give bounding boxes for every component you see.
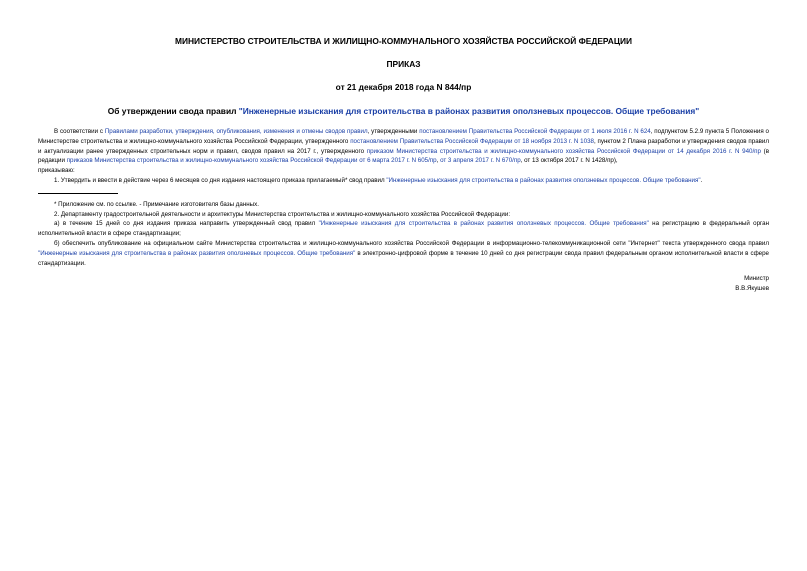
document-page [38,36,769,294]
preamble-text-3: , подпунктом 5.2.9 пункта 5 Положения о Министерстве строительства и жилищно-коммунального хозяйства Российской Федерации, утвержденного [38,128,769,145]
link-sp-item-2a[interactable]: "Инженерные изыскания для строительства в районах развития оползневых процессов. Общие требования" [318,220,649,228]
orders-word: приказываю: [38,167,75,175]
signature-position: Министр [744,275,769,283]
preamble-paragraph [38,127,769,166]
item-2a-text: а) в течение 15 дней со дня издания приказа направить утвержденный свод правил [54,220,319,228]
link-sp-item-1[interactable]: "Инженерные изыскания для строительства в районах развития оползневых процессов. Общие требования" [386,176,701,184]
ministry-heading: МИНИСТЕРСТВО СТРОИТЕЛЬСТВА И ЖИЛИЩНО-КОММУНАЛЬНОГО ХОЗЯЙСТВА РОССИЙСКОЙ ФЕДЕРАЦИИ [175,36,632,46]
doc-type-heading: ПРИКАЗ [386,59,421,69]
link-sp-item-2b[interactable]: "Инженерные изыскания для строительства в районах развития оползневых процессов. Общие требования" [38,249,356,257]
order-title-prefix: Об утверждении свода правил [107,106,239,116]
order-title-link[interactable]: "Инженерные изыскания для строительства в районах развития оползневых процессов. Общие требования" [238,106,700,116]
item-2b-text: б) обеспечить опубликование на официальном сайте Министерства строительства и жилищно-коммунального хозяйства Российской Федерации в информационно-телекоммуникационной сети "Интернет" текста утвержденного свода правил [54,239,769,247]
item-1-end: . [700,176,703,184]
link-order-605[interactable]: приказов Министерства строительства и жилищно-коммунального хозяйства Российской Федерации от 6 марта 2017 г. N 605/пр [66,157,437,165]
item-1-paragraph [38,176,769,186]
item-2b-end: в электронно-цифровой форме в течение 10 дней со дня регистрации свода правил федеральным органом исполнительной власти в сфере стандартизации. [38,249,769,267]
preamble-text-6: , [436,157,441,165]
item-2a-end: на регистрацию в федеральный орган исполнительной власти в сфере стандартизации; [38,220,769,238]
preamble-text-4: , пунктом 2 Плана разработки и утверждения сводов правил и актуализации ранее утвержденных строительных норм и правил, сводов правил на 2017 г., утвержденного [38,137,769,155]
item-2b-paragraph [38,239,769,268]
preamble-text-7: , от 13 октября 2017 г. N 1428/пр), [520,157,618,165]
preamble-text-2: , утвержденными [367,128,420,135]
preamble-text-5: (в редакции [38,147,770,165]
item-2a-paragraph [38,219,769,239]
link-rules[interactable]: Правилами разработки, утверждения, опубликования, изменения и отмены сводов правил [104,128,368,135]
preamble-text-1: В соответствии с [54,128,105,135]
link-order-670[interactable]: от 3 апреля 2017 г. N 670/пр [440,157,521,165]
item-1-text: 1. Утвердить и ввести в действие через 6 месяцев со дня издания настоящего приказа прилагаемый* свод правил [54,176,387,184]
link-decree-624[interactable]: постановлением Правительства Российской Федерации от 1 июля 2016 г. N 624 [419,128,651,135]
item-2-paragraph: 2. Департаменту градостроительной деятельности и архитектуры Министерства строительства и жилищно-коммунального хозяйства Российской Федерации: [54,210,511,218]
footnote-divider [38,193,118,194]
link-order-940[interactable]: приказом Министерства строительства и жилищно-коммунального хозяйства Российской Федерации от 14 декабря 2016 г. N 940/пр [366,147,761,155]
link-decree-1038[interactable]: постановлением Правительства Российской Федерации от 18 ноября 2013 г. N 1038 [350,137,594,145]
signature-name: В.В.Якушев [735,284,769,292]
order-items [38,210,769,269]
footnote: * Приложение см. по ссылке. - Примечание изготовителя базы данных. [54,200,259,208]
signature-block [38,274,769,293]
order-body [38,127,769,186]
date-number-heading: от 21 декабря 2018 года N 844/пр [335,82,472,92]
order-title [38,106,769,117]
